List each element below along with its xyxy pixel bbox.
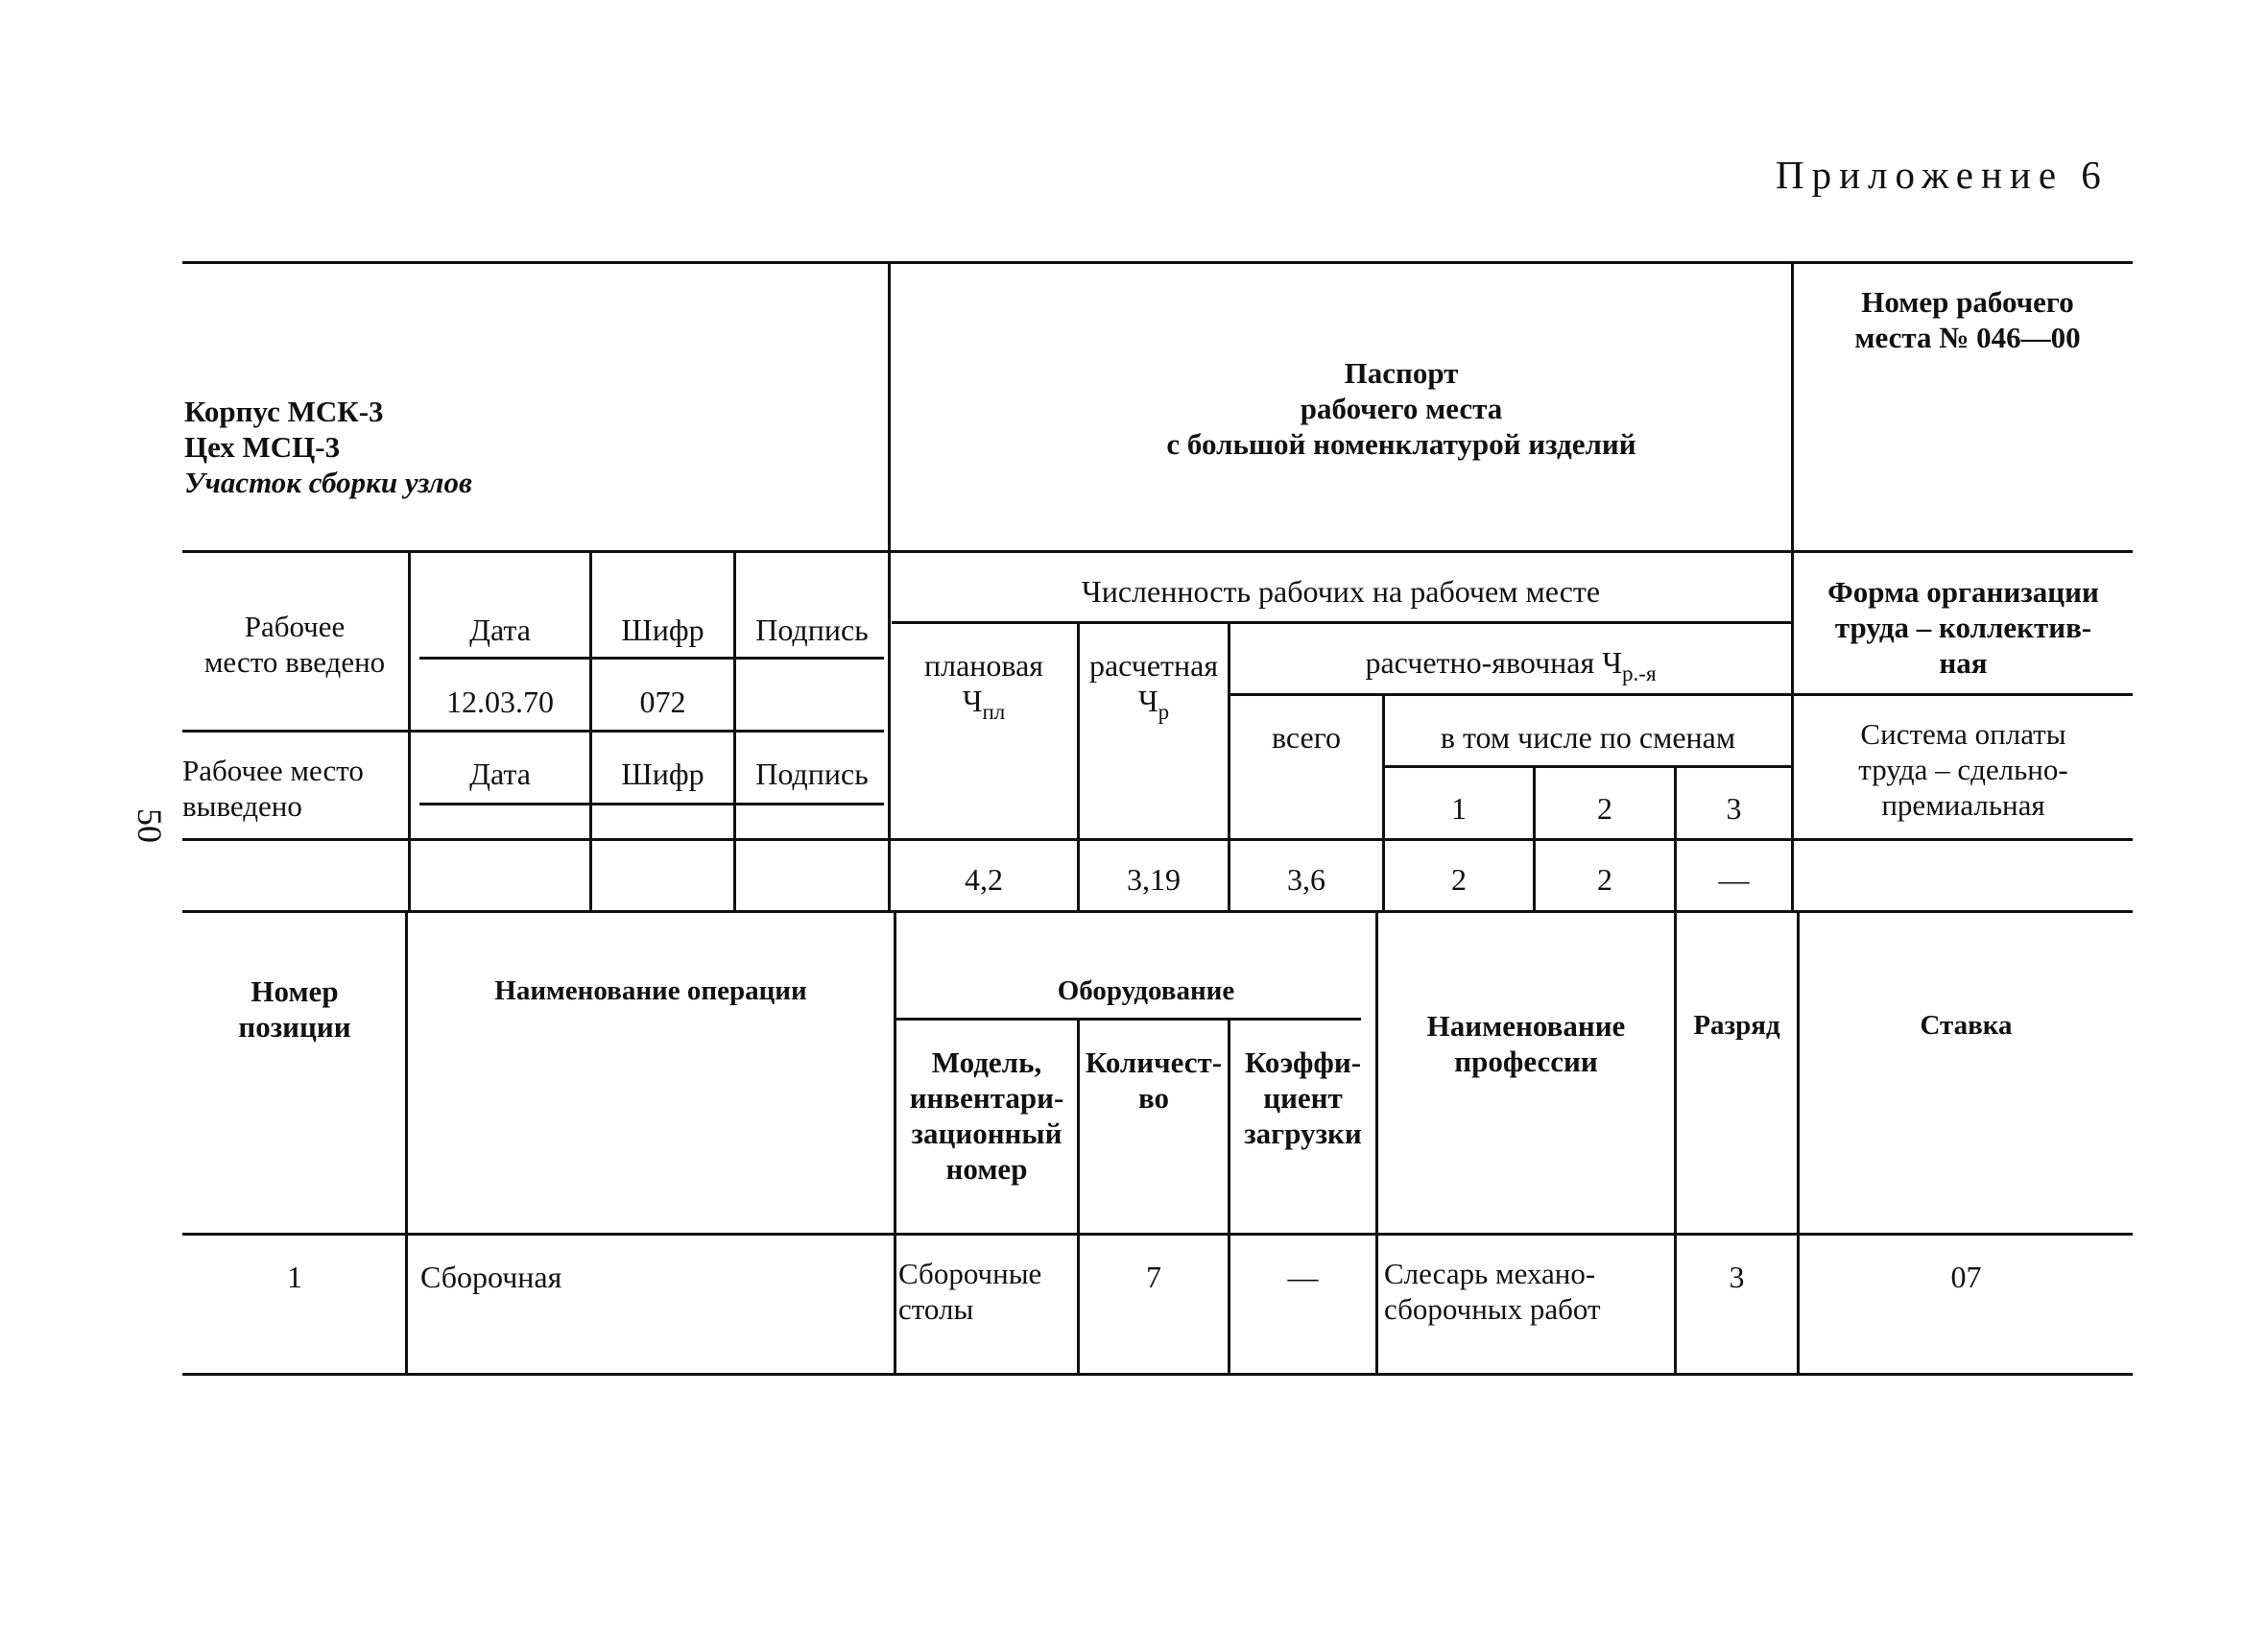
rule-shifts-bottom (182, 838, 2133, 841)
rule-workers-title-bottom (892, 621, 1794, 624)
rule-equipment-bottom (896, 1018, 1361, 1021)
entered-date-header: Дата (469, 613, 531, 647)
rule-intro-entered-bottom (182, 730, 884, 733)
by-shifts-label: в том числе по сменам (1440, 720, 1736, 755)
rate-header: Ставка (1920, 1010, 2013, 1041)
vrule-header-right (1791, 261, 1794, 550)
planned-value: 4,2 (965, 862, 1003, 897)
pay-system: Система оплаты труда – сдельно- премиальная (1858, 717, 2068, 822)
vrule-intro-2 (589, 550, 592, 910)
rule-shifts-mid (1385, 765, 1794, 768)
withdrawn-label: Рабочее место выведено (182, 754, 364, 823)
entered-code-header: Шифр (621, 613, 704, 647)
attendance-label: расчетно-явочная $Ч_{р.-я}$ (1365, 645, 1657, 686)
entered-signature-header: Подпись (755, 613, 869, 647)
rule-bottom (182, 1373, 2133, 1376)
vrule-header-left (888, 261, 891, 550)
planned-symbol: $Ч_{пл}$ (962, 684, 1006, 725)
qty-header: Количест- во (1085, 1045, 1223, 1115)
row-profession: Слесарь механо- сборочных работ (1384, 1257, 1601, 1326)
coef-header: Коэффи- циент загрузки (1244, 1045, 1362, 1150)
passport-title: Паспорт рабочего места с большой номенклатурой изделий (1166, 356, 1636, 461)
rule-values-bottom (182, 910, 2133, 913)
rule-header-bottom (182, 550, 2133, 553)
rule-intro-top-left (419, 657, 884, 660)
vrule-ops-7 (1797, 910, 1800, 1373)
workplace-number: Номер рабочего места № 046—00 (1854, 285, 2081, 354)
shift-2-header: 2 (1597, 791, 1612, 826)
shift-3-header: 3 (1726, 791, 1742, 826)
profession-header: Наименование профессии (1426, 1009, 1626, 1078)
page-number: 50 (131, 808, 169, 843)
rule-ops-header-bottom (182, 1233, 2133, 1236)
operation-header: Наименование операции (494, 975, 807, 1006)
calc-value: 3,19 (1127, 862, 1181, 897)
rule-top (182, 261, 2133, 264)
row-coef: — (1287, 1260, 1319, 1294)
workers-title: Численность рабочих на рабочем месте (1081, 574, 1601, 609)
shop-line: Цех МСЦ-3 (184, 430, 341, 464)
calc-symbol: $Ч_р$ (1137, 684, 1170, 725)
row-qty: 7 (1146, 1260, 1161, 1294)
equipment-header: Оборудование (1057, 975, 1235, 1006)
row-model: Сборочные столы (898, 1257, 1042, 1326)
rule-attendance-bottom (1230, 693, 1794, 696)
building-line: Корпус МСК-3 (184, 395, 384, 428)
withdrawn-code-header: Шифр (621, 757, 704, 791)
grade-header: Разряд (1693, 1010, 1780, 1041)
section-line: Участок сборки узлов (184, 466, 472, 499)
shift-1-header: 1 (1451, 791, 1467, 826)
withdrawn-date-header: Дата (469, 757, 531, 791)
rule-labor-form-bottom (1794, 693, 2133, 696)
shift-1-value: 2 (1451, 862, 1467, 897)
appendix-title: Приложение 6 (1776, 153, 2109, 197)
vrule-intro-1 (408, 550, 411, 910)
entered-label: Рабочее место введено (203, 610, 386, 679)
entered-code-value: 072 (639, 685, 686, 719)
vrule-ops-6 (1674, 910, 1677, 1373)
vrule-intro-3 (733, 550, 736, 910)
row-position: 1 (287, 1260, 302, 1294)
row-rate: 07 (1950, 1260, 1982, 1294)
total-value: 3,6 (1287, 862, 1325, 897)
labor-form: Форма организации труда – коллектив- ная (1827, 575, 2099, 680)
row-grade: 3 (1729, 1260, 1745, 1294)
row-operation: Сборочная (420, 1260, 562, 1294)
withdrawn-signature-header: Подпись (755, 757, 869, 791)
total-label: всего (1271, 720, 1342, 755)
model-header: Модель, инвентари- зационный номер (909, 1045, 1064, 1186)
rule-intro-withdrawn-top (419, 803, 884, 805)
shift-2-value: 2 (1597, 862, 1612, 897)
location-block (184, 394, 472, 500)
shift-3-value: — (1718, 862, 1750, 897)
position-header: Номер позиции (238, 974, 351, 1044)
entered-date-value: 12.03.70 (446, 685, 554, 719)
planned-label: плановая (923, 648, 1044, 683)
calc-label: расчетная (1088, 648, 1219, 683)
